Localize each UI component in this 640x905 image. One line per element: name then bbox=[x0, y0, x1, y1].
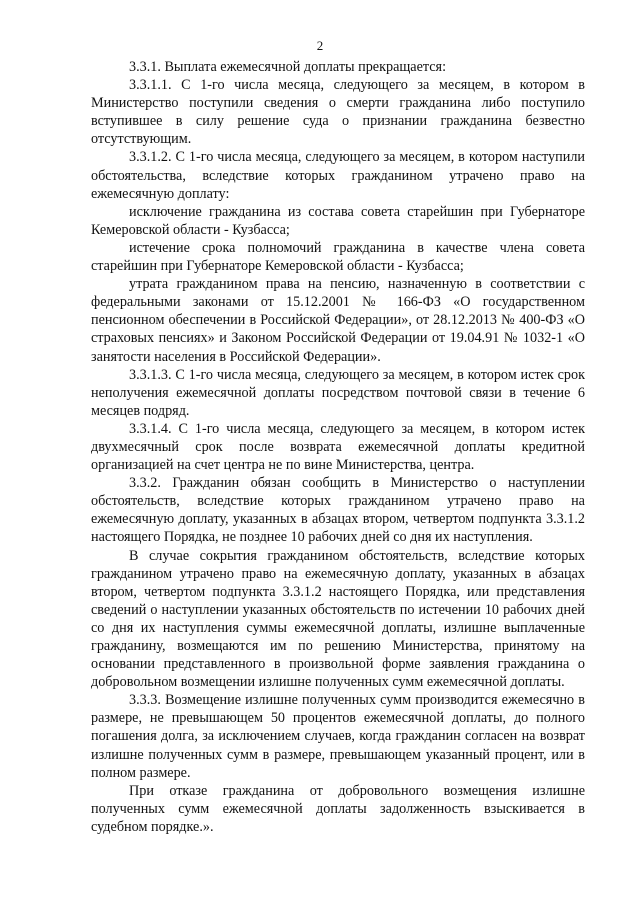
paragraph-3-3-1-1: 3.3.1.1. С 1-го числа месяца, следующего за месяцем, в котором в Министерство поступили сведения о смерти гражданина либо поступило вступившее в силу решение суда о признании гражданина безвестно отсутствующим. bbox=[91, 77, 585, 148]
paragraph-3-3-3: 3.3.3. Возмещение излишне полученных сумм производится ежемесячно в размере, не превышающем 50 процентов ежемесячной доплаты, до полного погашения долга, за исключением случаев, когда гражданин согласен на возврат излишне полученных сумм в размере, превышающем указанный процент, или в полном размере. bbox=[91, 692, 585, 781]
paragraph-3-3-1-2: 3.3.1.2. С 1-го числа месяца, следующего за месяцем, в котором наступили обстоятельства, вследствие которых гражданином утрачено право на ежемесячную доплату: bbox=[91, 149, 585, 202]
paragraph-court-recovery: При отказе гражданина от добровольного возмещения излишне полученных сумм ежемесячной доплаты задолженность взыскивается в судебном порядке.». bbox=[91, 782, 585, 835]
list-item-exclusion: исключение гражданина из состава совета старейшин при Губернаторе Кемеровской области - Кузбасса; bbox=[91, 203, 585, 238]
list-item-pension-loss: утрата гражданином права на пенсию, назначенную в соответствии с федеральными законами от 15.12.2001 № 166-ФЗ «О государственном пенсионном обеспечении в Российской Федерации», от 28.12.2013 № 400-ФЗ «О страховых пенсиях» и Законом Российской Федерации от 19.04.91 № 1032-1 «О занятости населения в Российской Федерации». bbox=[91, 276, 585, 365]
paragraph-3-3-1-4: 3.3.1.4. С 1-го числа месяца, следующего за месяцем, в котором истек двухмесячный срок после возврата ежемесячной доплаты кредитной организацией на счет центра не по вине Министерства, центра. bbox=[91, 420, 585, 474]
paragraph-3-3-1-3: 3.3.1.3. С 1-го числа месяца, следующего за месяцем, в котором истек срок неполучения ежемесячной доплаты посредством почтовой связи в течение 6 месяцев подряд. bbox=[91, 366, 585, 419]
paragraph-3-3-2: 3.3.2. Гражданин обязан сообщить в Министерство о наступлении обстоятельств, вследствие которых гражданином утрачено право на ежемесячную доплату, указанных в абзацах втором, четвертом подпункта 3.3.1.2 настоящего Порядка, не позднее 10 рабочих дней со дня их наступления. bbox=[91, 475, 585, 546]
paragraph-concealment: В случае сокрытия гражданином обстоятельств, вследствие которых гражданином утрачено право на ежемесячную доплату, указанных в абзацах втором, четвертом подпункта 3.3.1.2 настоящего Порядка, или представления сведений о наступлении указанных обстоятельств по истечении 10 рабочих дней со дня их наступления суммы ежемесячной доплаты, излишне выплаченные гражданину, возмещаются им по решению Министерства, принятому на основании представленного в произвольной форме заявления гражданина о добровольном возмещении излишне полученных сумм ежемесячной доплаты. bbox=[91, 547, 585, 691]
document-body bbox=[91, 58, 585, 836]
paragraph-3-3-1: 3.3.1. Выплата ежемесячной доплаты прекращается: bbox=[129, 59, 447, 75]
list-item-term-expiry: истечение срока полномочий гражданина в качестве члена совета старейшин при Губернаторе Кемеровской области - Кузбасса; bbox=[91, 239, 585, 275]
page-number: 2 bbox=[316, 38, 324, 53]
